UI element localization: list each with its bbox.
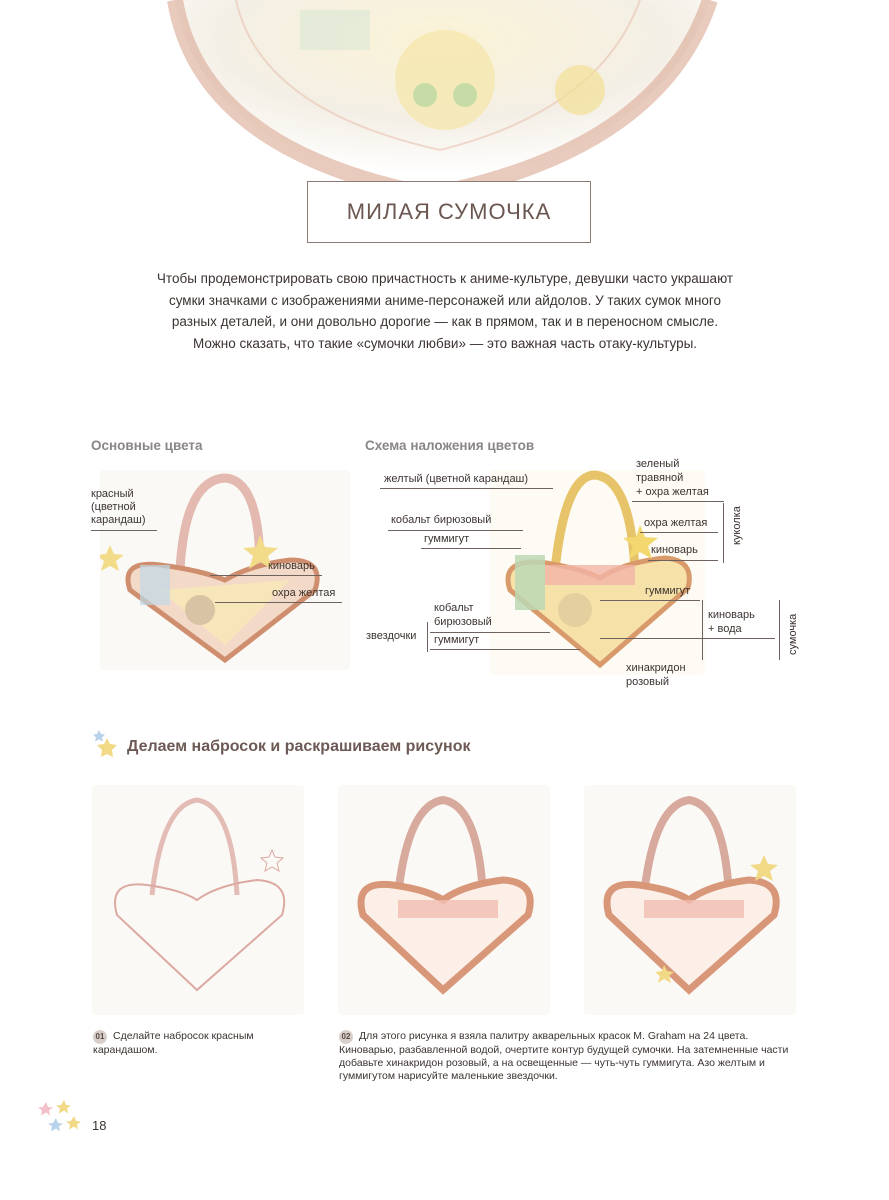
label-doll: куколка	[731, 506, 743, 545]
step-1-text: Сделайте набросок красным карандашом.	[93, 1030, 254, 1056]
doll-bracket	[723, 503, 724, 563]
label-cinnabar: киноварь	[268, 560, 315, 572]
leader-line	[600, 600, 700, 601]
leader-line	[91, 530, 157, 531]
page-number: 18	[92, 1118, 107, 1133]
step-2b-painting	[584, 785, 796, 1015]
label-red-pencil-3: карандаш)	[91, 514, 146, 526]
label-green-1: зеленый	[636, 458, 680, 470]
step-2-number: 02	[339, 1030, 353, 1044]
stars-bracket	[427, 622, 428, 652]
label-yellow-pencil: желтый (цветной карандаш)	[384, 473, 529, 485]
bag-bracket-inner	[702, 600, 703, 660]
label-ochre: охра желтая	[272, 587, 336, 599]
leader-line	[640, 532, 718, 533]
label-green-2: травяной	[636, 472, 684, 484]
label-quinacridone-1: хинакридон	[626, 662, 686, 674]
leader-line	[380, 488, 553, 489]
leader-line	[648, 560, 718, 561]
leader-line	[600, 638, 775, 639]
label-gamboge-3: гуммигут	[434, 634, 480, 646]
bag-bracket	[779, 600, 780, 660]
label-cobalt-2b: бирюзовый	[434, 616, 492, 628]
leader-line	[430, 632, 550, 633]
label-cobalt-2a: кобальт	[434, 602, 474, 614]
label-red-pencil-1: красный	[91, 488, 134, 500]
star-decoration-icon	[36, 1098, 84, 1145]
basic-colors-heading: Основные цвета	[91, 438, 203, 453]
section-heading: Делаем набросок и раскрашиваем рисунок	[127, 738, 471, 755]
label-gamboge-1: гуммигут	[424, 533, 470, 545]
leader-line	[430, 649, 580, 650]
label-bag: сумочка	[787, 613, 799, 655]
leader-line	[421, 548, 521, 549]
label-cinnabar-water-1: киноварь	[708, 609, 755, 621]
step-2a-painting	[338, 785, 550, 1015]
step-2-caption	[339, 1030, 799, 1083]
intro-paragraph: Чтобы продемонстрировать свою причастность к аниме-культуре, девушки часто украшают сумки значками с изображениями аниме-персонажей или айдолов. У таких сумок много разных деталей, и они довольно дорогие — как в прямом, так и в переносном смысле. Можно сказать, что такие «сумочки любви» — это важная часть отаку-культуры.	[156, 271, 734, 351]
step-2-text: Для этого рисунка я взяла палитру акварельных красок M. Graham на 24 цвета. Киноварью, разбавленной водой, очертите контур будущей сумочки. На затемненные части добавьте хинакридон розовый, а на освещенные — чуть-чуть гуммигута. Азо желтым и гуммигутом нарисуйте маленькие звездочки.	[339, 1030, 789, 1082]
label-gamboge-2: гуммигут	[645, 585, 691, 597]
leader-line	[210, 575, 322, 576]
label-cinnabar-water-2: + вода	[708, 623, 742, 635]
label-stars: звездочки	[366, 630, 417, 642]
step-1-sketch	[92, 785, 304, 1015]
step-1-number: 01	[93, 1030, 107, 1044]
label-ochre-doll: охра желтая	[644, 517, 708, 529]
step-1-caption	[93, 1030, 308, 1057]
label-cinnabar-doll: киноварь	[651, 544, 698, 556]
leader-line	[388, 530, 523, 531]
label-quinacridone-2: розовый	[626, 676, 670, 688]
label-cobalt-turquoise: кобальт бирюзовый	[391, 514, 492, 526]
header-illustration	[0, 0, 889, 200]
label-green-3: + охра желтая	[636, 486, 709, 498]
label-red-pencil-2: (цветной	[91, 501, 136, 513]
leader-line	[632, 501, 724, 502]
scheme-heading: Схема наложения цветов	[365, 438, 535, 453]
page-title: МИЛАЯ СУМОЧКА	[307, 181, 591, 243]
star-cluster-icon	[91, 728, 119, 763]
leader-line	[215, 602, 342, 603]
